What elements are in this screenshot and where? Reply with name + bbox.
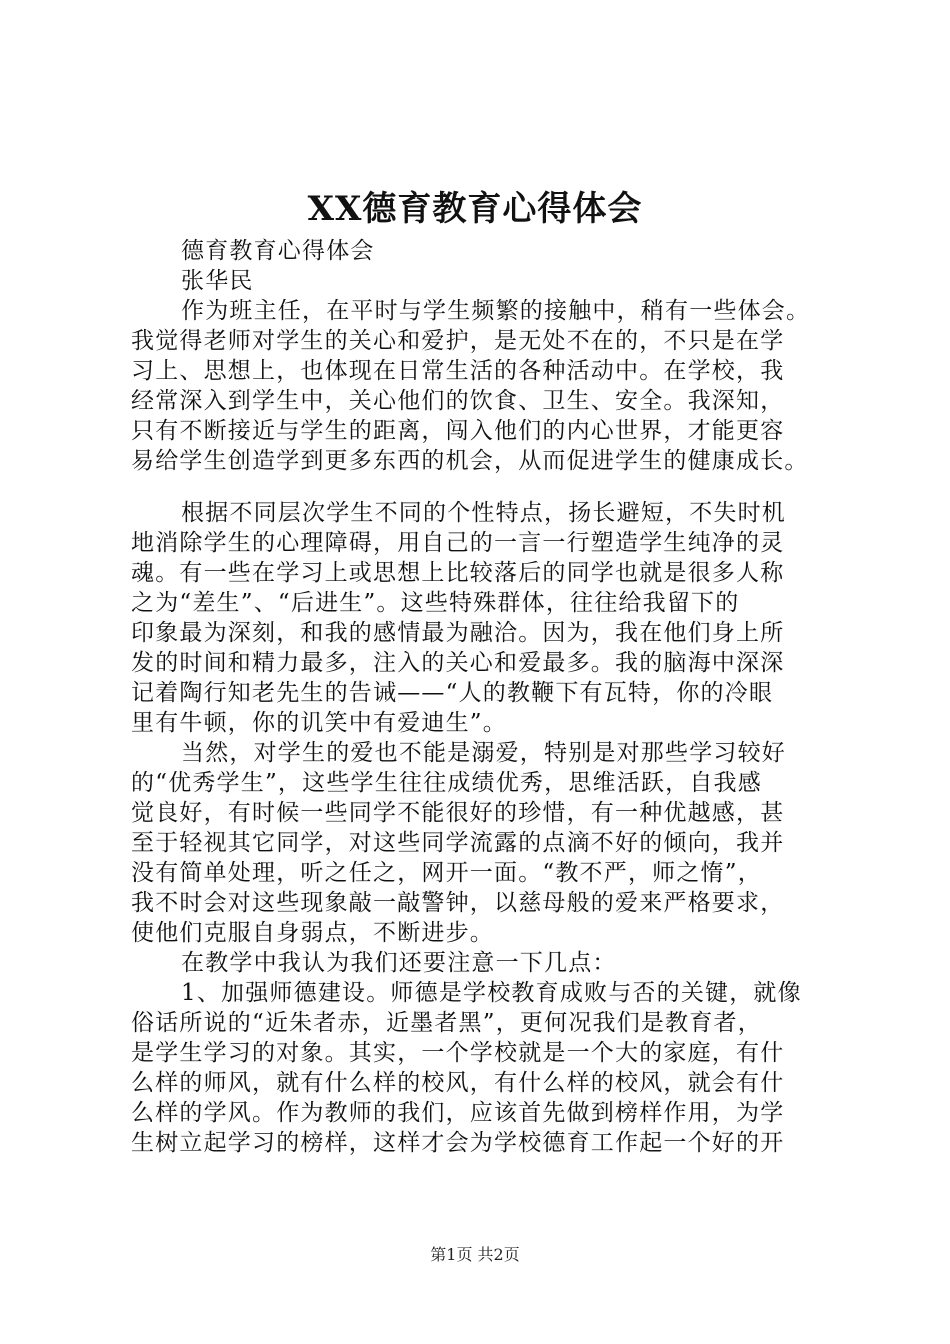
paragraph-line: 经常深入到学生中，关心他们的饮食、卫生、安全。我深知， — [131, 388, 785, 414]
paragraph-line: 我不时会对这些现象敲一敲警钟，以慈母般的爱来严格要求， — [131, 890, 785, 916]
paragraph-line: 么样的师风，就有什么样的校风，有什么样的校风，就会有什 — [131, 1070, 785, 1096]
paragraph-line: 在教学中我认为我们还要注意一下几点： — [181, 950, 617, 976]
paragraph-line: 之为“差生”、“后进生”。这些特殊群体，往往给我留下的 — [131, 590, 740, 616]
paragraph-line: 地消除学生的心理障碍，用自己的一言一行塑造学生纯净的灵 — [131, 530, 785, 556]
paragraph-line: 作为班主任，在平时与学生频繁的接触中，稍有一些体会。 — [181, 298, 811, 324]
document-body — [131, 236, 851, 1158]
paragraph-line: 我觉得老师对学生的关心和爱护，是无处不在的，不只是在学 — [131, 328, 785, 354]
paragraph-line: 里有牛顿，你的讥笑中有爱迪生”。 — [131, 710, 507, 736]
paragraph-line: 只有不断接近与学生的距离，闯入他们的内心世界，才能更容 — [131, 418, 785, 444]
paragraph-line: 魂。有一些在学习上或思想上比较落后的同学也就是很多人称 — [131, 560, 785, 586]
paragraph-line: 俗话所说的“近朱者赤，近墨者黑”，更何况我们是教育者， — [131, 1010, 762, 1036]
paragraph-gap — [131, 476, 851, 498]
paragraph-line: 记着陶行知老先生的告诫——“人的教鞭下有瓦特，你的冷眼 — [131, 680, 774, 706]
paragraph-line: 觉良好，有时候一些同学不能很好的珍惜，有一种优越感，甚 — [131, 800, 785, 826]
paragraph-line: 习上、思想上，也体现在日常生活的各种活动中。在学校，我 — [131, 358, 785, 384]
paragraph-line: 根据不同层次学生不同的个性特点，扬长避短，不失时机 — [181, 500, 786, 526]
paragraph-line: 至于轻视其它同学，对这些同学流露的点滴不好的倾向，我并 — [131, 830, 785, 856]
page-footer: 第1页 共2页 — [430, 1245, 520, 1264]
subtitle-line: 德育教育心得体会 — [181, 238, 375, 264]
paragraph-line: 使他们克服自身弱点，不断进步。 — [131, 920, 494, 946]
author-line: 张华民 — [181, 268, 254, 294]
paragraph-line: 印象最为深刻，和我的感情最为融洽。因为，我在他们身上所 — [131, 620, 785, 646]
paragraph-line: 1、加强师德建设。师德是学校教育成败与否的关键，就像 — [181, 980, 802, 1006]
paragraph-line: 是学生学习的对象。其实，一个学校就是一个大的家庭，有什 — [131, 1040, 785, 1066]
paragraph-line: 生树立起学习的榜样，这样才会为学校德育工作起一个好的开 — [131, 1130, 785, 1156]
document-title: XX德育教育心得体会 — [307, 189, 643, 229]
paragraph-line: 发的时间和精力最多，注入的关心和爱最多。我的脑海中深深 — [131, 650, 785, 676]
paragraph-line: 的“优秀学生”，这些学生往往成绩优秀，思维活跃，自我感 — [131, 770, 762, 796]
paragraph-line: 么样的学风。作为教师的我们，应该首先做到榜样作用，为学 — [131, 1100, 785, 1126]
paragraph-line: 当然，对学生的爱也不能是溺爱，特别是对那些学习较好 — [181, 740, 786, 766]
paragraph-line: 易给学生创造学到更多东西的机会，从而促进学生的健康成长。 — [131, 448, 809, 474]
paragraph-line: 没有简单处理，听之任之，网开一面。“教不严，师之惰”， — [131, 860, 762, 886]
